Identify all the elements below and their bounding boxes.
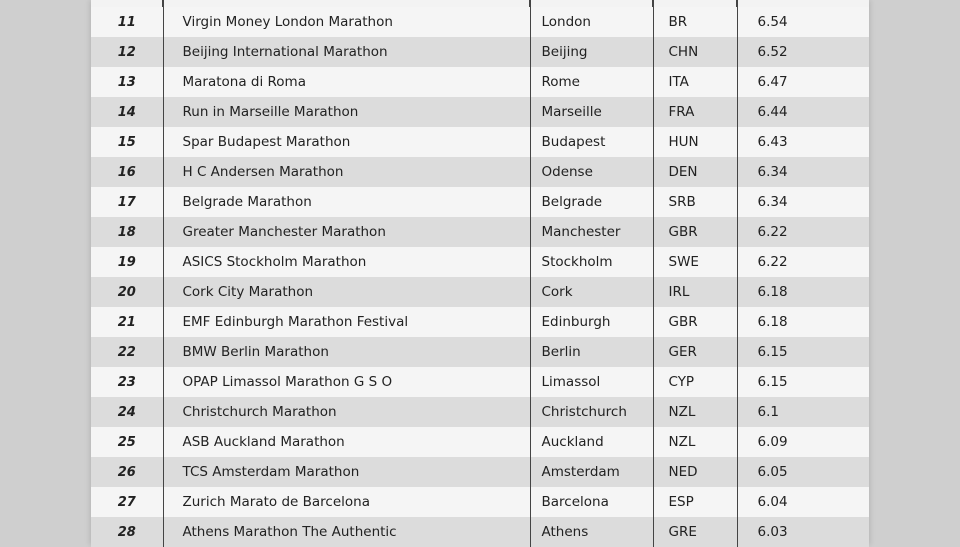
country-code-cell: CHN xyxy=(653,37,737,67)
score-cell: 6.43 xyxy=(737,127,869,157)
marathon-ranking-table xyxy=(91,7,869,547)
city-cell: Berlin xyxy=(530,337,653,367)
rank-cell: 13 xyxy=(91,67,163,97)
rank-cell: 24 xyxy=(91,397,163,427)
rank-cell: 23 xyxy=(91,367,163,397)
country-code-cell: DEN xyxy=(653,157,737,187)
table-top-strip xyxy=(91,0,869,7)
column-divider xyxy=(652,0,654,7)
country-code-cell: NZL xyxy=(653,397,737,427)
city-cell: Edinburgh xyxy=(530,307,653,337)
country-code-cell: IRL xyxy=(653,277,737,307)
city-cell: Stockholm xyxy=(530,247,653,277)
score-cell: 6.1 xyxy=(737,397,869,427)
score-cell: 6.52 xyxy=(737,37,869,67)
country-code-cell: CYP xyxy=(653,367,737,397)
score-cell: 6.05 xyxy=(737,457,869,487)
city-cell: Cork xyxy=(530,277,653,307)
table-row xyxy=(91,187,869,217)
score-cell: 6.15 xyxy=(737,337,869,367)
rank-cell: 25 xyxy=(91,427,163,457)
rank-cell: 20 xyxy=(91,277,163,307)
rank-cell: 26 xyxy=(91,457,163,487)
country-code-cell: SRB xyxy=(653,187,737,217)
marathon-name-cell: Maratona di Roma xyxy=(163,67,530,97)
table-row xyxy=(91,367,869,397)
city-cell: Athens xyxy=(530,517,653,547)
rank-cell: 12 xyxy=(91,37,163,67)
table-row xyxy=(91,337,869,367)
table-row xyxy=(91,247,869,277)
table-row xyxy=(91,7,869,37)
country-code-cell: ITA xyxy=(653,67,737,97)
score-cell: 6.34 xyxy=(737,187,869,217)
table-row xyxy=(91,307,869,337)
country-code-cell: FRA xyxy=(653,97,737,127)
city-cell: Auckland xyxy=(530,427,653,457)
table-row xyxy=(91,127,869,157)
column-divider xyxy=(529,0,531,7)
score-cell: 6.15 xyxy=(737,367,869,397)
country-code-cell: GRE xyxy=(653,517,737,547)
document-page xyxy=(91,0,869,545)
table-row xyxy=(91,37,869,67)
table-row xyxy=(91,517,869,547)
table-row xyxy=(91,67,869,97)
table-row xyxy=(91,217,869,247)
rank-cell: 17 xyxy=(91,187,163,217)
marathon-name-cell: Beijing International Marathon xyxy=(163,37,530,67)
country-code-cell: BR xyxy=(653,7,737,37)
table-row xyxy=(91,277,869,307)
country-code-cell: GBR xyxy=(653,217,737,247)
country-code-cell: HUN xyxy=(653,127,737,157)
rank-cell: 11 xyxy=(91,7,163,37)
marathon-name-cell: OPAP Limassol Marathon G S O xyxy=(163,367,530,397)
city-cell: Odense xyxy=(530,157,653,187)
country-code-cell: GER xyxy=(653,337,737,367)
marathon-name-cell: Run in Marseille Marathon xyxy=(163,97,530,127)
score-cell: 6.34 xyxy=(737,157,869,187)
city-cell: Amsterdam xyxy=(530,457,653,487)
country-code-cell: SWE xyxy=(653,247,737,277)
score-cell: 6.22 xyxy=(737,217,869,247)
table-row xyxy=(91,157,869,187)
city-cell: Barcelona xyxy=(530,487,653,517)
rank-cell: 28 xyxy=(91,517,163,547)
score-cell: 6.09 xyxy=(737,427,869,457)
country-code-cell: GBR xyxy=(653,307,737,337)
score-cell: 6.22 xyxy=(737,247,869,277)
city-cell: London xyxy=(530,7,653,37)
marathon-name-cell: Belgrade Marathon xyxy=(163,187,530,217)
rank-cell: 27 xyxy=(91,487,163,517)
table-row xyxy=(91,487,869,517)
table-body xyxy=(91,7,869,547)
city-cell: Christchurch xyxy=(530,397,653,427)
country-code-cell: NED xyxy=(653,457,737,487)
rank-cell: 18 xyxy=(91,217,163,247)
table-row xyxy=(91,427,869,457)
column-divider xyxy=(736,0,738,7)
rank-cell: 19 xyxy=(91,247,163,277)
city-cell: Manchester xyxy=(530,217,653,247)
city-cell: Beijing xyxy=(530,37,653,67)
score-cell: 6.54 xyxy=(737,7,869,37)
marathon-name-cell: H C Andersen Marathon xyxy=(163,157,530,187)
rank-cell: 15 xyxy=(91,127,163,157)
score-cell: 6.44 xyxy=(737,97,869,127)
rank-cell: 22 xyxy=(91,337,163,367)
score-cell: 6.03 xyxy=(737,517,869,547)
table-row xyxy=(91,97,869,127)
score-cell: 6.18 xyxy=(737,307,869,337)
marathon-name-cell: Athens Marathon The Authentic xyxy=(163,517,530,547)
column-divider xyxy=(162,0,164,7)
marathon-name-cell: BMW Berlin Marathon xyxy=(163,337,530,367)
marathon-name-cell: Virgin Money London Marathon xyxy=(163,7,530,37)
city-cell: Belgrade xyxy=(530,187,653,217)
marathon-name-cell: Spar Budapest Marathon xyxy=(163,127,530,157)
score-cell: 6.47 xyxy=(737,67,869,97)
marathon-name-cell: ASICS Stockholm Marathon xyxy=(163,247,530,277)
marathon-name-cell: EMF Edinburgh Marathon Festival xyxy=(163,307,530,337)
rank-cell: 16 xyxy=(91,157,163,187)
marathon-name-cell: Cork City Marathon xyxy=(163,277,530,307)
city-cell: Limassol xyxy=(530,367,653,397)
table-row xyxy=(91,457,869,487)
score-cell: 6.18 xyxy=(737,277,869,307)
table-row xyxy=(91,397,869,427)
marathon-name-cell: Christchurch Marathon xyxy=(163,397,530,427)
score-cell: 6.04 xyxy=(737,487,869,517)
marathon-name-cell: Zurich Marato de Barcelona xyxy=(163,487,530,517)
country-code-cell: ESP xyxy=(653,487,737,517)
city-cell: Budapest xyxy=(530,127,653,157)
city-cell: Marseille xyxy=(530,97,653,127)
marathon-name-cell: ASB Auckland Marathon xyxy=(163,427,530,457)
city-cell: Rome xyxy=(530,67,653,97)
marathon-name-cell: TCS Amsterdam Marathon xyxy=(163,457,530,487)
rank-cell: 14 xyxy=(91,97,163,127)
marathon-name-cell: Greater Manchester Marathon xyxy=(163,217,530,247)
rank-cell: 21 xyxy=(91,307,163,337)
country-code-cell: NZL xyxy=(653,427,737,457)
